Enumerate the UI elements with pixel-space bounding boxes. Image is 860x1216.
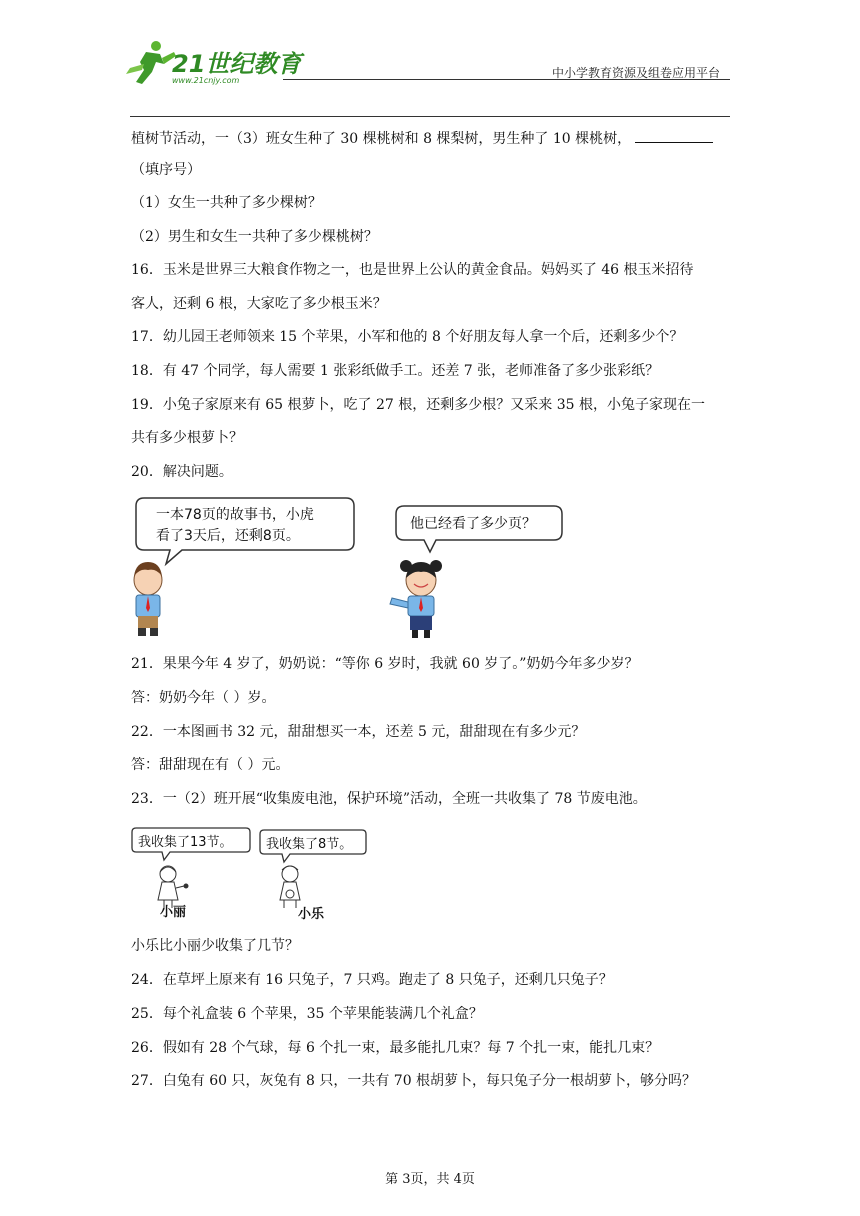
question-line: 27．白兔有 60 只，灰兔有 8 只，一共有 70 根胡萝卜，每只兔子分一根胡萝卜，够分吗？ <box>131 1073 697 1089</box>
bubble-left-line2: 看了3天后，还剩8页。 <box>156 528 300 544</box>
q20-illustration <box>130 492 580 644</box>
q23-illustration <box>130 824 380 920</box>
question-line: 26．假如有 28 个气球，每 6 个扎一束，最多能扎几束？每 7 个扎一束，能扎几束？ <box>131 1040 660 1056</box>
question-line: 共有多少根萝卜？ <box>131 430 243 446</box>
page-footer: 第 3页，共 4页 <box>385 1172 475 1187</box>
runner-icon <box>126 41 176 84</box>
speech-bubble-left <box>136 498 354 564</box>
answer-blank <box>635 128 713 143</box>
logo-url: www.21cnjy.com <box>172 76 240 85</box>
answer-line: 答：奶奶今年（ ）岁。 <box>131 690 276 706</box>
site-logo <box>116 38 302 86</box>
question-line: 18．有 47 个同学，每人需要 1 张彩纸做手工。还差 7 张，老师准备了多少张彩纸？ <box>131 363 660 379</box>
question-line: （2）男生和女生一共种了多少棵桃树？ <box>131 229 378 245</box>
question-line: （1）女生一共种了多少棵树？ <box>131 195 322 211</box>
girl-icon <box>390 560 442 638</box>
question-line: 17．幼儿园王老师领来 15 个苹果，小军和他的 8 个好朋友每人拿一个后，还剩多少个？ <box>131 329 684 345</box>
xiaoli-figure-icon <box>158 866 188 908</box>
logo-text: 21世纪教育 <box>172 50 302 78</box>
name-xiaoli: 小丽 <box>160 905 187 920</box>
name-xiaole: 小乐 <box>298 907 325 922</box>
bubble-xiaoli-text: 我收集了13节。 <box>138 835 233 850</box>
question-line: （填序号） <box>131 162 201 178</box>
question-line: 植树节活动，一（3）班女生种了 30 棵桃树和 8 棵梨树，男生种了 10 棵桃树， <box>131 128 713 149</box>
bubble-left-line1: 一本78页的故事书，小虎 <box>156 507 314 523</box>
speech-bubble-xiaole <box>260 830 366 862</box>
question-line: 24．在草坪上原来有 16 只兔子，7 只鸡。跑走了 8 只兔子，还剩几只兔子？ <box>131 972 613 988</box>
header-rule <box>283 79 730 80</box>
content-top-rule <box>130 116 730 117</box>
platform-name: 中小学教育资源及组卷应用平台 <box>551 66 720 80</box>
bubble-xiaole-text: 我收集了8节。 <box>266 837 353 852</box>
question-line: 20．解决问题。 <box>131 464 233 480</box>
xiaole-figure-icon <box>280 866 300 908</box>
page-header <box>0 0 860 120</box>
speech-bubble-xiaoli <box>132 828 250 860</box>
boy-icon <box>134 562 162 636</box>
question-line: 21．果果今年 4 岁了，奶奶说：“等你 6 岁时，我就 60 岁了。”奶奶今年多少岁？ <box>131 656 639 672</box>
question-line: 22．一本图画书 32 元，甜甜想买一本，还差 5 元，甜甜现在有多少元？ <box>131 724 586 740</box>
bubble-right-text: 他已经看了多少页？ <box>410 516 536 532</box>
question-line: 小乐比小丽少收集了几节？ <box>131 938 299 954</box>
question-line: 23．一（2）班开展“收集废电池，保护环境”活动，全班一共收集了 78 节废电池。 <box>131 791 647 807</box>
question-line: 客人，还剩 6 根，大家吃了多少根玉米？ <box>131 296 387 312</box>
question-line: 25．每个礼盒装 6 个苹果，35 个苹果能装满几个礼盒？ <box>131 1006 483 1022</box>
question-line: 19．小兔子家原来有 65 根萝卜，吃了 27 根，还剩多少根？又采来 35 根，小兔子家现在一 <box>131 397 705 413</box>
answer-line: 答：甜甜现在有（ ）元。 <box>131 757 290 773</box>
question-line: 16．玉米是世界三大粮食作物之一，也是世界上公认的黄金食品。妈妈买了 46 根玉米招待 <box>131 262 694 278</box>
speech-bubble-right <box>396 506 562 552</box>
